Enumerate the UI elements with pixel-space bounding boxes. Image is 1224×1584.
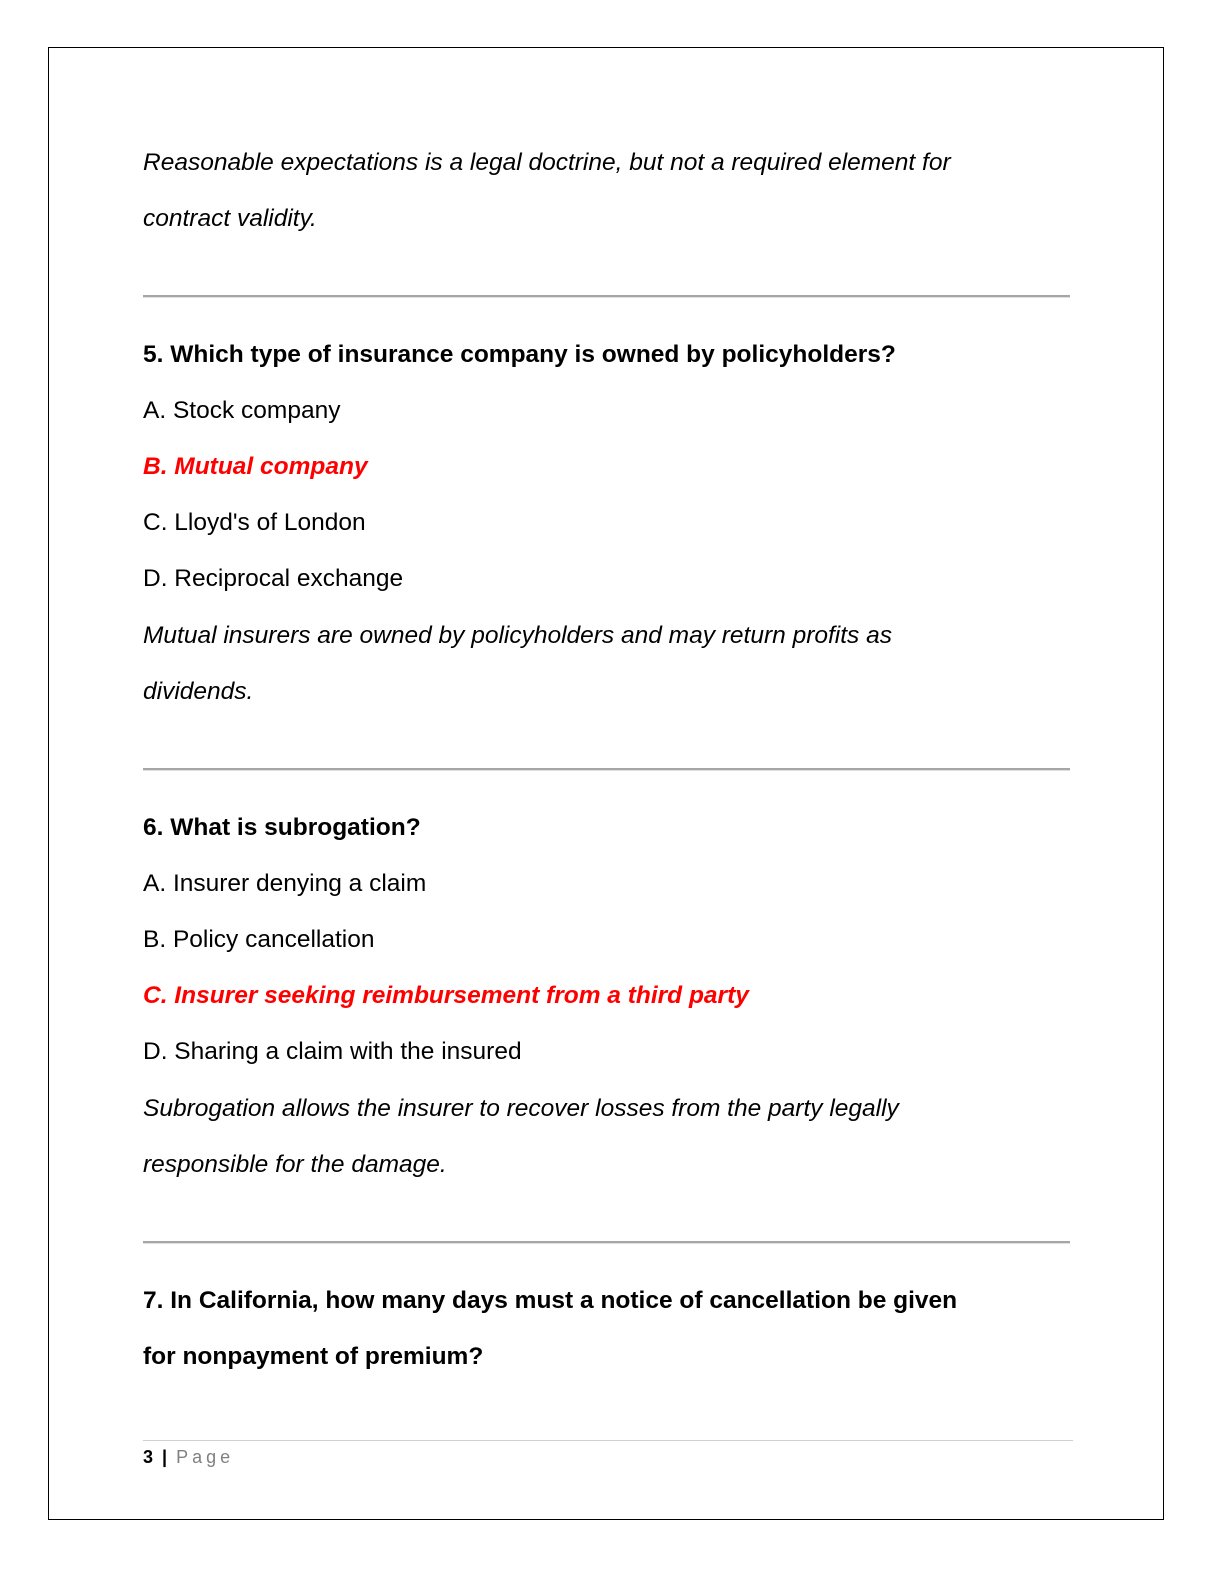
q5-question: 5. Which type of insurance company is owned by policyholders? xyxy=(143,341,896,368)
q6-option-a: A. Insurer denying a claim xyxy=(143,870,427,897)
separator-3 xyxy=(143,1241,1070,1244)
q7-question-line-2: for nonpayment of premium? xyxy=(143,1343,484,1370)
footer-rule xyxy=(143,1440,1073,1441)
page-label: Page xyxy=(176,1447,235,1467)
q6-explanation-line-2: responsible for the damage. xyxy=(143,1151,447,1178)
q6-option-b: B. Policy cancellation xyxy=(143,926,375,953)
page-footer xyxy=(143,1446,234,1468)
footer-separator: | xyxy=(162,1447,168,1467)
prev-explanation-line-1: Reasonable expectations is a legal doctrine, but not a required element for xyxy=(143,149,951,176)
q5-option-d: D. Reciprocal exchange xyxy=(143,565,404,592)
q6-option-c-correct: C. Insurer seeking reimbursement from a third party xyxy=(143,982,749,1009)
separator-1 xyxy=(143,295,1070,298)
prev-explanation-line-2: contract validity. xyxy=(143,205,317,232)
page-number: 3 xyxy=(143,1447,154,1467)
q6-option-d: D. Sharing a claim with the insured xyxy=(143,1038,522,1065)
q7-question-line-1: 7. In California, how many days must a notice of cancellation be given xyxy=(143,1287,958,1314)
q5-explanation-line-2: dividends. xyxy=(143,678,254,705)
q5-option-b-correct: B. Mutual company xyxy=(143,453,368,480)
separator-2 xyxy=(143,768,1070,771)
q6-question: 6. What is subrogation? xyxy=(143,814,421,841)
q5-option-c: C. Lloyd's of London xyxy=(143,509,366,536)
q5-explanation-line-1: Mutual insurers are owned by policyholders and may return profits as xyxy=(143,622,892,649)
q6-explanation-line-1: Subrogation allows the insurer to recover losses from the party legally xyxy=(143,1095,899,1122)
q5-option-a: A. Stock company xyxy=(143,397,341,424)
